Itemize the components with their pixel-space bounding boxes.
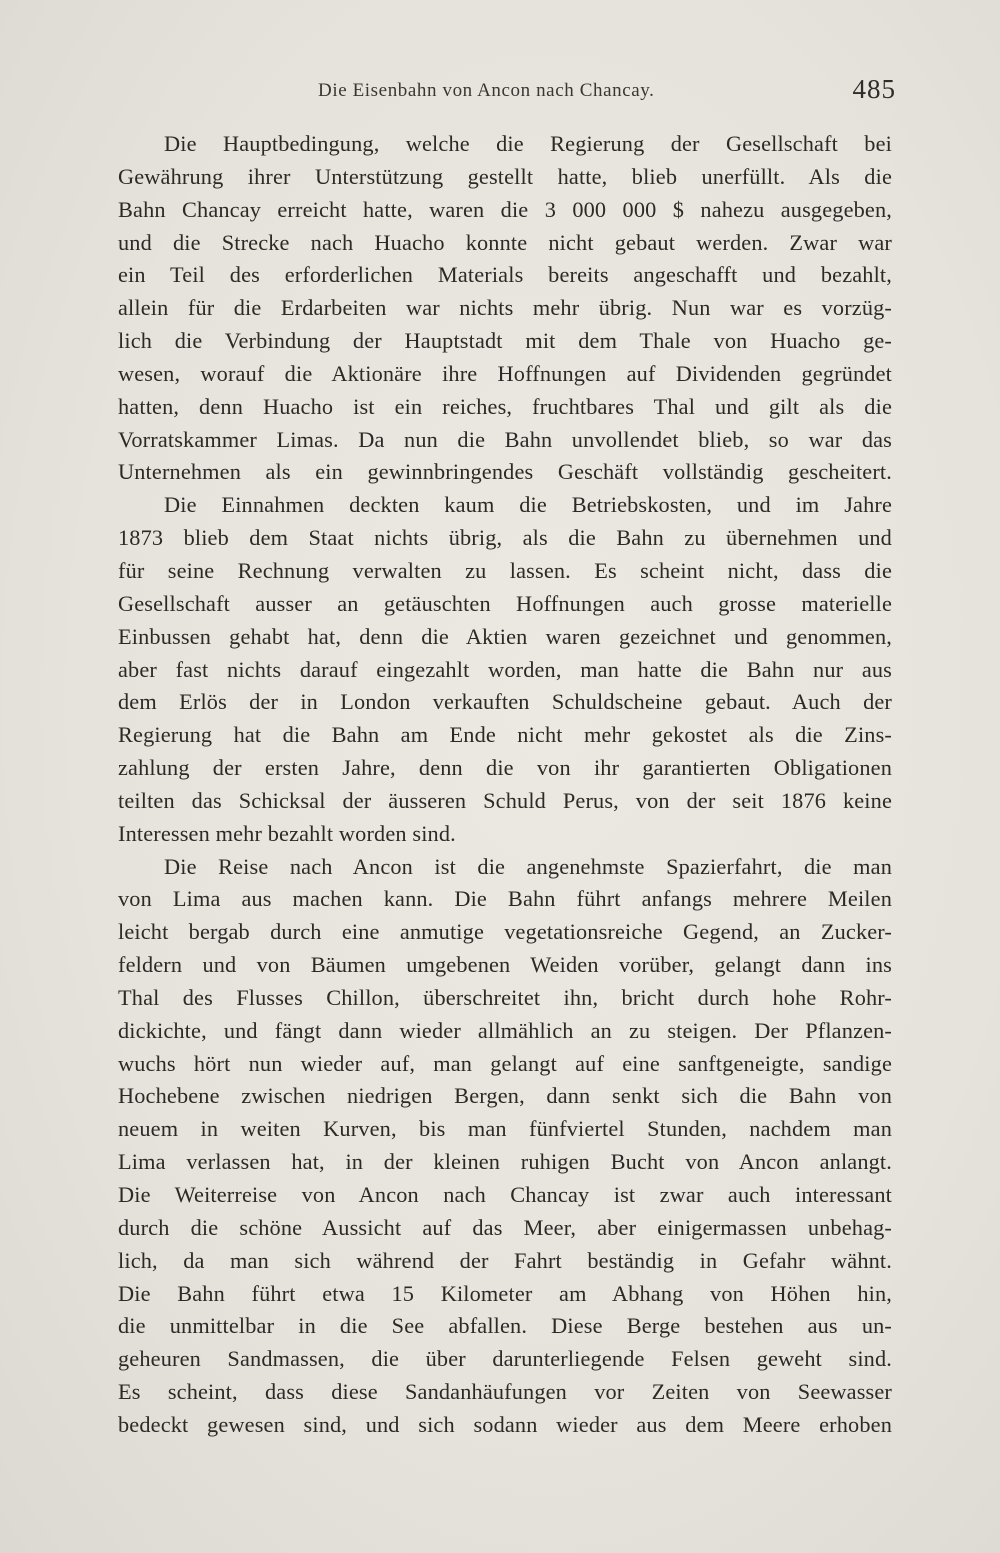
text-line: Vorratskammer Limas. Da nun die Bahn unvollendet blieb, so war das — [118, 426, 892, 452]
text-line: Unternehmen als ein gewinnbringendes Geschäft vollständig gescheitert. — [118, 459, 892, 485]
text-line: die unmittelbar in die See abfallen. Diese Berge bestehen aus un- — [118, 1313, 892, 1339]
text-line: ein Teil des erforderlichen Materials bereits angeschafft und bezahlt, — [118, 262, 892, 288]
text-line: wuchs hört nun wieder auf, man gelangt auf eine sanftgeneigte, sandige — [118, 1050, 892, 1076]
text-line: Gesellschaft ausser an getäuschten Hoffnungen auch grosse materielle — [118, 590, 892, 616]
body-text — [118, 128, 892, 1442]
text-line: von Lima aus machen kann. Die Bahn führt anfangs mehrere Meilen — [118, 886, 892, 912]
text-line: Die Weiterreise von Ancon nach Chancay ist zwar auch interessant — [118, 1182, 892, 1207]
running-title: Die Eisenbahn von Ancon nach Chancay. — [318, 80, 655, 101]
text-line: aber fast nichts darauf eingezahlt worden, man hatte die Bahn nur aus — [118, 656, 892, 682]
text-line: lich, da man sich während der Fahrt beständig in Gefahr wähnt. — [118, 1247, 892, 1273]
text-line: Es scheint, dass diese Sandanhäufungen vor Zeiten von Seewasser — [118, 1379, 892, 1405]
text-line: Thal des Flusses Chillon, überschreitet ihn, bricht durch hohe Rohr- — [118, 984, 892, 1010]
text-line: 1873 blieb dem Staat nichts übrig, als die Bahn zu übernehmen und — [118, 525, 892, 551]
text-line: Interessen mehr bezahlt worden sind. — [118, 820, 456, 846]
running-head — [118, 72, 896, 112]
text-line: Lima verlassen hat, in der kleinen ruhigen Bucht von Ancon anlangt. — [118, 1149, 892, 1175]
text-line: Gewährung ihrer Unterstützung gestellt hatte, blieb unerfüllt. Als die — [118, 163, 892, 189]
text-line: Die Reise nach Ancon ist die angenehmste Spazierfahrt, die man — [164, 853, 892, 879]
text-line: bedeckt gewesen sind, und sich sodann wieder aus dem Meere erhoben — [118, 1411, 892, 1437]
text-line: durch die schöne Aussicht auf das Meer, aber einigermassen unbehag- — [118, 1214, 892, 1240]
text-line: dem Erlös der in London verkauften Schuldscheine gebaut. Auch der — [118, 689, 892, 715]
text-line: Hochebene zwischen niedrigen Bergen, dann senkt sich die Bahn von — [118, 1083, 892, 1109]
text-line: neuem in weiten Kurven, bis man fünfviertel Stunden, nachdem man — [118, 1116, 892, 1142]
text-line: lich die Verbindung der Hauptstadt mit dem Thale von Huacho ge- — [118, 328, 892, 354]
text-line: Die Hauptbedingung, welche die Regierung der Gesellschaft bei — [164, 131, 892, 156]
text-line: und die Strecke nach Huacho konnte nicht gebaut werden. Zwar war — [118, 229, 892, 255]
text-line: Bahn Chancay erreicht hatte, waren die 3 000 000 $ nahezu ausgegeben, — [118, 196, 892, 222]
text-line: geheuren Sandmassen, die über darunterliegende Felsen geweht sind. — [118, 1346, 892, 1372]
text-line: teilten das Schicksal der äusseren Schuld Perus, von der seit 1876 keine — [118, 787, 892, 813]
text-line: Regierung hat die Bahn am Ende nicht mehr gekostet als die Zins- — [118, 722, 892, 748]
page-number: 485 — [852, 74, 896, 104]
text-line: Die Einnahmen deckten kaum die Betriebskosten, und im Jahre — [164, 492, 892, 518]
text-line: dickichte, und fängt dann wieder allmählich an zu steigen. Der Pflanzen- — [118, 1017, 892, 1043]
text-line: wesen, worauf die Aktionäre ihre Hoffnungen auf Dividenden gegründet — [118, 360, 892, 386]
text-line: für seine Rechnung verwalten zu lassen. Es scheint nicht, dass die — [118, 557, 892, 583]
text-line: hatten, denn Huacho ist ein reiches, fruchtbares Thal und gilt als die — [118, 393, 892, 419]
text-line: zahlung der ersten Jahre, denn die von ihr garantierten Obligationen — [118, 755, 892, 781]
text-line: feldern und von Bäumen umgebenen Weiden vorüber, gelangt dann ins — [118, 952, 892, 978]
text-line: Einbussen gehabt hat, denn die Aktien waren gezeichnet und genommen, — [118, 623, 892, 649]
text-line: leicht bergab durch eine anmutige vegetationsreiche Gegend, an Zucker- — [118, 919, 892, 945]
text-line: Die Bahn führt etwa 15 Kilometer am Abhang von Höhen hin, — [118, 1280, 892, 1306]
text-line: allein für die Erdarbeiten war nichts mehr übrig. Nun war es vorzüg- — [118, 295, 892, 321]
